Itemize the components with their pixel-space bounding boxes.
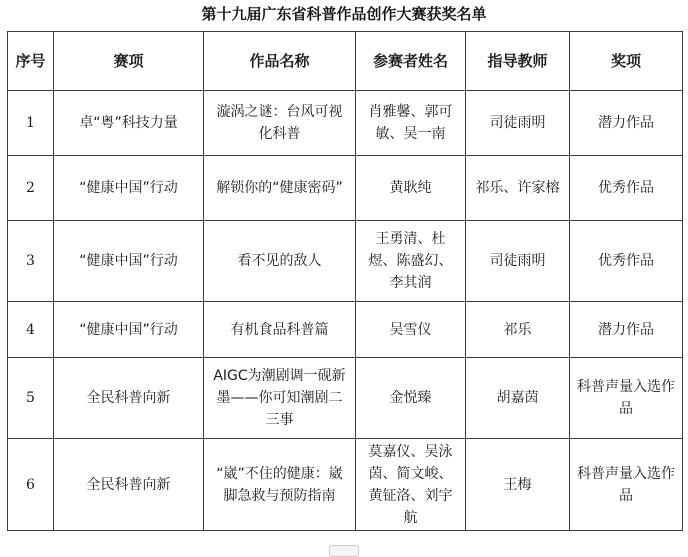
image-toolbar-handle[interactable]: [329, 545, 359, 557]
cell-teacher: 祁乐: [466, 302, 570, 358]
header-teacher: 指导教师: [466, 32, 570, 91]
cell-work: “崴”不住的健康：崴脚急救与预防指南: [204, 439, 356, 531]
cell-event: “健康中国”行动: [54, 302, 204, 358]
cell-participants: 黄耿纯: [356, 156, 466, 221]
cell-teacher: 司徒雨明: [466, 91, 570, 156]
cell-participants: 金悦臻: [356, 358, 466, 439]
awards-table: [7, 31, 683, 531]
cell-teacher: 王梅: [466, 439, 570, 531]
table-row: [8, 156, 683, 221]
header-award: 奖项: [570, 32, 683, 91]
cell-participants: 莫嘉仪、吴泳茵、简文峻、黄钲洛、刘宇航: [356, 439, 466, 531]
table-row: [8, 358, 683, 439]
cell-teacher: 祁乐、许家榕: [466, 156, 570, 221]
cell-award: 优秀作品: [570, 221, 683, 302]
cell-no: 4: [8, 302, 54, 358]
header-no: 序号: [8, 32, 54, 91]
cell-work: 漩涡之谜：台风可视化科普: [204, 91, 356, 156]
cell-work: 解锁你的“健康密码”: [204, 156, 356, 221]
cell-award: 潜力作品: [570, 91, 683, 156]
cell-no: 6: [8, 439, 54, 531]
cell-teacher: 司徒雨明: [466, 221, 570, 302]
cell-work: 有机食品科普篇: [204, 302, 356, 358]
header-work: 作品名称: [204, 32, 356, 91]
table-row: [8, 221, 683, 302]
header-participants: 参赛者姓名: [356, 32, 466, 91]
cell-teacher: 胡嘉茵: [466, 358, 570, 439]
cell-no: 3: [8, 221, 54, 302]
cell-award: 优秀作品: [570, 156, 683, 221]
cell-work: 看不见的敌人: [204, 221, 356, 302]
cell-award: 科普声量入选作品: [570, 358, 683, 439]
page-title: 第十九届广东省科普作品创作大赛获奖名单: [201, 5, 487, 23]
cell-award: 潜力作品: [570, 302, 683, 358]
table-header-row: [8, 32, 683, 91]
cell-event: 全民科普向新: [54, 439, 204, 531]
header-event: 赛项: [54, 32, 204, 91]
table-row: [8, 302, 683, 358]
table-row: [8, 439, 683, 531]
cell-award: 科普声量入选作品: [570, 439, 683, 531]
cell-no: 1: [8, 91, 54, 156]
cell-no: 2: [8, 156, 54, 221]
cell-participants: 王勇清、杜煜、陈盛幻、李其润: [356, 221, 466, 302]
cell-event: “健康中国”行动: [54, 156, 204, 221]
cell-event: “健康中国”行动: [54, 221, 204, 302]
cell-event: 卓“粤”科技力量: [54, 91, 204, 156]
cell-work: AIGC为潮剧调一砚新墨——你可知潮剧二三事: [204, 358, 356, 439]
cell-no: 5: [8, 358, 54, 439]
table-row: [8, 91, 683, 156]
cell-participants: 吴雪仪: [356, 302, 466, 358]
cell-event: 全民科普向新: [54, 358, 204, 439]
cell-participants: 肖雅馨、郭可敏、吴一南: [356, 91, 466, 156]
